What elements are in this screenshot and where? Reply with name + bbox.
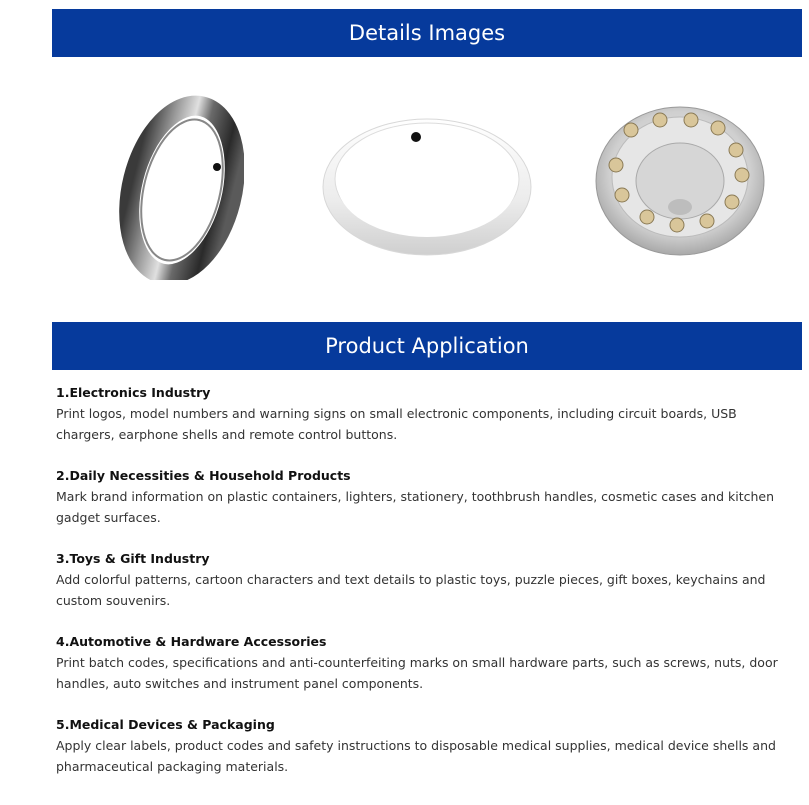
application-title: 5.Medical Devices & Packaging (56, 717, 275, 732)
product-application-header (52, 322, 802, 370)
list-item (56, 466, 796, 528)
application-description: Apply clear labels, product codes and safety instructions to disposable medical supplies, medical device shells and pharmaceutical packaging materials. (56, 738, 776, 774)
application-description: Print batch codes, specifications and anti-counterfeiting marks on small hardware parts, such as screws, nuts, door handles, auto switches and instrument panel components. (56, 655, 778, 691)
application-title: 3.Toys & Gift Industry (56, 551, 210, 566)
application-description: Mark brand information on plastic containers, lighters, stationery, toothbrush handles, cosmetic cases and kitchen gadget surfaces. (56, 489, 775, 525)
application-list (56, 383, 796, 798)
details-images-header (52, 9, 802, 57)
application-title: 1.Electronics Industry (56, 385, 211, 400)
application-description: Print logos, model numbers and warning signs on small electronic components, including circuit boards, USB chargers, earphone shells and remote control buttons. (56, 406, 737, 442)
details-images-gallery (52, 95, 802, 285)
application-description: Add colorful patterns, cartoon characters and text details to plastic toys, puzzle pieces, gift boxes, keychains and custom souvenirs. (56, 572, 766, 608)
list-item (56, 549, 796, 611)
product-application-title: Product Application (325, 334, 529, 358)
magnetic-holder-image[interactable] (592, 95, 767, 260)
ceramic-ring-image[interactable] (320, 95, 535, 265)
details-images-title: Details Images (348, 21, 506, 45)
steel-ring-image[interactable] (114, 95, 244, 280)
application-title: 2.Daily Necessities & Household Products (56, 468, 351, 483)
list-item (56, 715, 796, 777)
list-item (56, 383, 796, 445)
list-item (56, 632, 796, 694)
application-title: 4.Automotive & Hardware Accessories (56, 634, 327, 649)
